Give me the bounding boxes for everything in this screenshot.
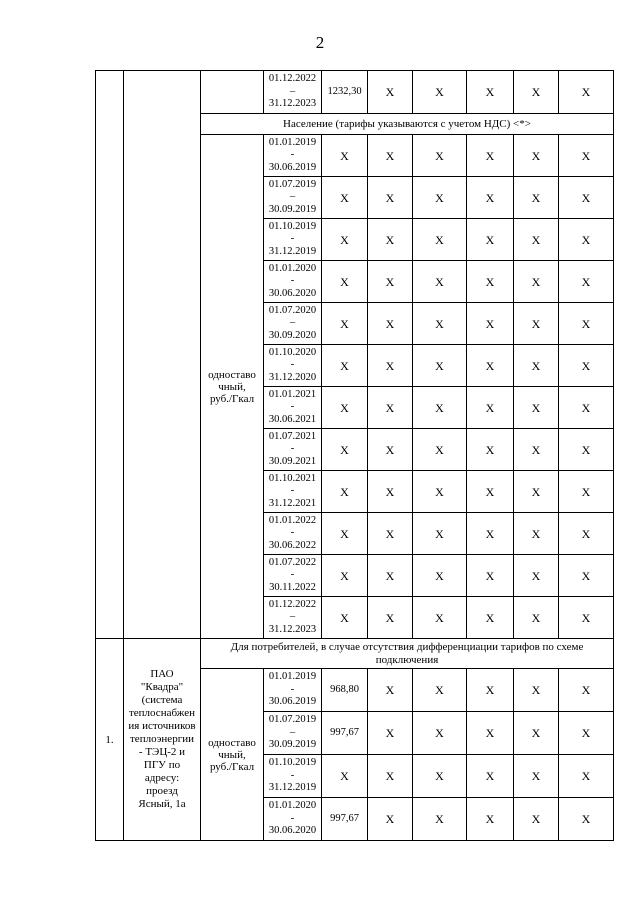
tariff-value-cell: X: [322, 513, 368, 555]
mark-cell: X: [413, 71, 467, 114]
mark-cell: X: [514, 177, 559, 219]
page-number: 2: [315, 33, 325, 52]
mark-cell: X: [559, 429, 614, 471]
period-cell: [264, 513, 322, 555]
period-cell: [264, 303, 322, 345]
tariff-value-cell: X: [322, 597, 368, 639]
mark-cell: X: [368, 555, 413, 597]
period-line: -: [290, 527, 295, 539]
unit-label-line: руб./Гкал: [209, 760, 255, 773]
period-line: 01.07.2022: [268, 556, 317, 568]
organization-line: Ясный, 1а: [138, 798, 186, 810]
organization-line: адресу:: [144, 772, 180, 784]
period-line: 30.09.2021: [268, 455, 317, 467]
mark-cell: X: [514, 303, 559, 345]
mark-cell: X: [467, 471, 514, 513]
tariff-value-cell: X: [322, 471, 368, 513]
tariff-value-cell: 997,67: [322, 798, 368, 841]
mark-cell: X: [467, 177, 514, 219]
organization-cell-cont: [124, 71, 201, 639]
period-line: -: [290, 359, 295, 371]
tariff-value-cell: X: [322, 177, 368, 219]
period-line: 31.12.2019: [268, 245, 317, 257]
mark-cell: X: [413, 219, 467, 261]
period-line: 01.01.2021: [268, 388, 317, 400]
mark-cell: X: [368, 597, 413, 639]
mark-cell: X: [514, 669, 559, 712]
period-line: 30.06.2020: [268, 287, 317, 299]
period-line: –: [289, 191, 296, 203]
organization-line: - ТЭЦ-2 и: [138, 746, 186, 758]
mark-cell: X: [413, 755, 467, 798]
mark-cell: X: [413, 345, 467, 387]
period-line: 01.10.2021: [268, 472, 317, 484]
mark-cell: X: [559, 597, 614, 639]
period-line: -: [290, 683, 295, 695]
mark-cell: X: [559, 387, 614, 429]
unit-label-line: одноставо: [208, 368, 256, 381]
mark-cell: X: [368, 513, 413, 555]
mark-cell: X: [559, 345, 614, 387]
mark-cell: X: [514, 429, 559, 471]
mark-cell: X: [368, 387, 413, 429]
tariff-value-cell: X: [322, 345, 368, 387]
mark-cell: X: [467, 429, 514, 471]
mark-cell: X: [467, 798, 514, 841]
period-line: -: [290, 233, 295, 245]
period-line: 30.06.2021: [268, 413, 317, 425]
mark-cell: X: [559, 555, 614, 597]
period-line: -: [290, 443, 295, 455]
period-line: 01.10.2019: [268, 220, 317, 232]
tariff-value-cell: 997,67: [322, 712, 368, 755]
organization-line: теплоэнергии: [130, 733, 194, 745]
mark-cell: X: [559, 471, 614, 513]
mark-cell: X: [559, 135, 614, 177]
mark-cell: X: [413, 261, 467, 303]
organization-cell: [124, 639, 201, 841]
unit-label-line: чный,: [218, 380, 246, 393]
period-line: 01.07.2020: [268, 304, 317, 316]
mark-cell: X: [413, 135, 467, 177]
mark-cell: X: [514, 345, 559, 387]
period-line: –: [289, 317, 296, 329]
organization-line: ПАО: [150, 668, 174, 680]
mark-cell: X: [559, 513, 614, 555]
mark-cell: X: [467, 71, 514, 114]
mark-cell: X: [413, 798, 467, 841]
mark-cell: X: [368, 177, 413, 219]
period-cell: [264, 429, 322, 471]
period-line: 31.12.2019: [268, 782, 317, 794]
mark-cell: X: [559, 798, 614, 841]
mark-cell: X: [368, 471, 413, 513]
organization-line: "Квадра": [140, 681, 184, 693]
period-line: 30.09.2019: [268, 203, 317, 215]
organization-line: проезд: [146, 785, 178, 797]
mark-cell: X: [413, 555, 467, 597]
mark-cell: X: [514, 471, 559, 513]
organization-line: (система: [141, 694, 183, 706]
mark-cell: X: [368, 135, 413, 177]
period-line: -: [290, 769, 295, 781]
mark-cell: X: [413, 513, 467, 555]
mark-cell: X: [368, 261, 413, 303]
period-line: –: [289, 611, 296, 623]
organization-line: теплоснабжен: [128, 707, 196, 719]
mark-cell: X: [514, 712, 559, 755]
period-cell: [264, 261, 322, 303]
mark-cell: X: [413, 177, 467, 219]
entry-number-cell: 1.: [96, 639, 124, 841]
mark-cell: X: [413, 303, 467, 345]
period-line: 01.07.2019: [268, 178, 317, 190]
mark-cell: X: [368, 345, 413, 387]
period-line: 01.07.2021: [268, 430, 317, 442]
mark-cell: X: [368, 755, 413, 798]
unit-label-cell: [201, 669, 264, 841]
mark-cell: X: [467, 135, 514, 177]
period-line: 30.09.2020: [268, 329, 317, 341]
mark-cell: X: [559, 669, 614, 712]
period-line: 01.10.2019: [268, 757, 317, 769]
unit-label-line: руб./Гкал: [209, 392, 255, 405]
mark-cell: X: [467, 219, 514, 261]
mark-cell: X: [514, 597, 559, 639]
period-line: 30.06.2019: [268, 161, 317, 173]
section-header-consumers: Для потребителей, в случае отсутствия дифференциации тарифов по схеме подключения: [201, 639, 614, 669]
mark-cell: X: [467, 345, 514, 387]
tariff-value-cell: 968,80: [322, 669, 368, 712]
period-line: 30.06.2019: [268, 696, 317, 708]
mark-cell: X: [368, 798, 413, 841]
mark-cell: X: [559, 71, 614, 114]
mark-cell: X: [467, 387, 514, 429]
tariff-value-cell: X: [322, 429, 368, 471]
tariff-value-cell: X: [322, 755, 368, 798]
mark-cell: X: [559, 755, 614, 798]
period-cell: [264, 71, 322, 114]
tariff-table: [95, 70, 614, 841]
period-line: 01.12.2022: [268, 598, 317, 610]
organization-line: ия источников: [128, 720, 196, 732]
mark-cell: X: [467, 712, 514, 755]
period-line: 31.12.2023: [268, 98, 317, 110]
period-line: 31.12.2021: [268, 497, 317, 509]
mark-cell: X: [368, 219, 413, 261]
mark-cell: X: [467, 555, 514, 597]
mark-cell: X: [559, 261, 614, 303]
period-cell: [264, 177, 322, 219]
period-line: –: [289, 726, 296, 738]
mark-cell: X: [514, 755, 559, 798]
unit-label-cell: [201, 135, 264, 639]
period-line: 01.10.2020: [268, 346, 317, 358]
tariff-value-cell: X: [322, 555, 368, 597]
period-line: -: [290, 401, 295, 413]
mark-cell: X: [413, 669, 467, 712]
period-line: 01.07.2019: [268, 714, 317, 726]
period-cell: [264, 712, 322, 755]
period-cell: [264, 471, 322, 513]
period-line: 01.01.2020: [268, 262, 317, 274]
tariff-value-cell: X: [322, 387, 368, 429]
tariff-value-cell: 1232,30: [322, 71, 368, 114]
mark-cell: X: [467, 303, 514, 345]
mark-cell: X: [514, 71, 559, 114]
period-line: 30.11.2022: [269, 581, 316, 593]
mark-cell: X: [413, 471, 467, 513]
period-line: 30.09.2019: [268, 739, 317, 751]
unit-label-line: чный,: [218, 748, 246, 761]
mark-cell: X: [514, 261, 559, 303]
mark-cell: X: [514, 513, 559, 555]
tariff-value-cell: X: [322, 135, 368, 177]
mark-cell: X: [559, 303, 614, 345]
mark-cell: X: [467, 597, 514, 639]
period-cell: [264, 755, 322, 798]
mark-cell: X: [467, 669, 514, 712]
mark-cell: X: [413, 387, 467, 429]
period-cell: [264, 798, 322, 841]
section-header-population: Население (тарифы указываются с учетом НДС) <*>: [201, 114, 614, 135]
period-line: 30.06.2020: [268, 825, 317, 837]
mark-cell: X: [467, 513, 514, 555]
mark-cell: X: [413, 597, 467, 639]
period-line: 01.01.2020: [268, 800, 317, 812]
mark-cell: X: [467, 261, 514, 303]
period-cell: [264, 555, 322, 597]
period-cell: [264, 597, 322, 639]
period-line: -: [290, 275, 295, 287]
tariff-value-cell: X: [322, 303, 368, 345]
unit-cell-cont: [201, 71, 264, 114]
period-line: 01.12.2022: [268, 73, 317, 85]
mark-cell: X: [368, 669, 413, 712]
organization-line: ПГУ по: [143, 759, 181, 771]
mark-cell: X: [467, 755, 514, 798]
mark-cell: X: [514, 387, 559, 429]
tariff-value-cell: X: [322, 261, 368, 303]
mark-cell: X: [559, 177, 614, 219]
mark-cell: X: [514, 135, 559, 177]
period-line: -: [290, 149, 295, 161]
period-line: 01.01.2019: [268, 136, 317, 148]
mark-cell: X: [559, 219, 614, 261]
mark-cell: X: [514, 219, 559, 261]
mark-cell: X: [514, 555, 559, 597]
mark-cell: X: [413, 712, 467, 755]
period-line: –: [289, 85, 296, 97]
period-line: -: [290, 812, 295, 824]
period-cell: [264, 135, 322, 177]
period-line: -: [290, 485, 295, 497]
mark-cell: X: [368, 429, 413, 471]
entry-number-cell-cont: [96, 71, 124, 639]
period-cell: [264, 387, 322, 429]
period-cell: [264, 219, 322, 261]
mark-cell: X: [368, 303, 413, 345]
period-line: 01.01.2019: [268, 671, 317, 683]
mark-cell: X: [368, 71, 413, 114]
mark-cell: X: [368, 712, 413, 755]
period-cell: [264, 345, 322, 387]
period-line: 30.06.2022: [268, 539, 317, 551]
tariff-value-cell: X: [322, 219, 368, 261]
mark-cell: X: [559, 712, 614, 755]
period-cell: [264, 669, 322, 712]
period-line: -: [290, 569, 295, 581]
period-line: 31.12.2020: [268, 371, 317, 383]
period-line: 01.01.2022: [268, 514, 317, 526]
mark-cell: X: [413, 429, 467, 471]
unit-label-line: одноставо: [208, 736, 256, 749]
mark-cell: X: [514, 798, 559, 841]
period-line: 31.12.2023: [268, 623, 317, 635]
